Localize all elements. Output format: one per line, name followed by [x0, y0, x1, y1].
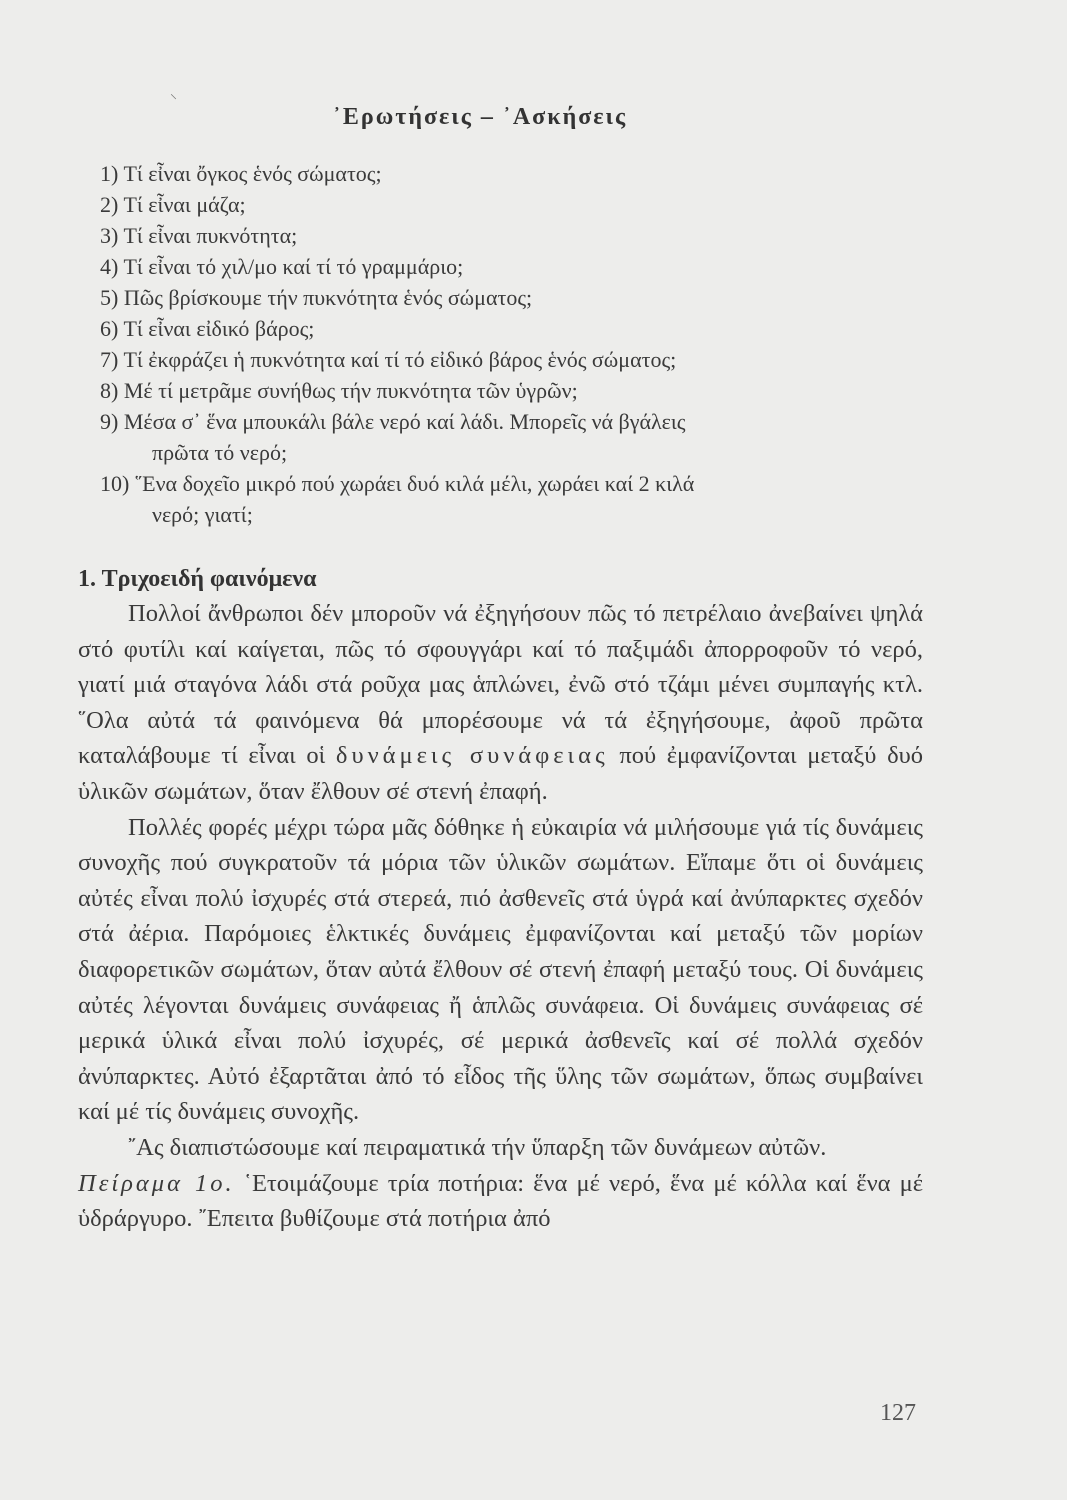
question-item: 3) Τί εἶναι πυκνότητα;: [100, 223, 298, 248]
question-item: 8) Μέ τί μετρᾶμε συνήθως τήν πυκνότητα τῶν ὑγρῶν;: [100, 378, 578, 403]
question-item: 9) Μέσα σ᾿ ἕνα μπουκάλι βάλε νερό καί λάδι. Μπορεῖς νά βγάλεις πρῶτα τό νερό;: [100, 409, 686, 465]
emphasis-spaced: δυνάμεις συνάφειας: [335, 742, 609, 770]
question-item: 6) Τί εἶναι εἰδικό βάρος;: [100, 316, 315, 341]
question-item: 7) Τί ἐκφράζει ἡ πυκνότητα καί τί τό εἰδικό βάρος ἑνός σώματος;: [100, 347, 677, 372]
paragraph: Πολλοί ἄνθρωποι δέν μποροῦν νά ἐξηγήσουν πῶς τό πετρέλαιο ἀνεβαίνει ψηλά στό φυτίλι καί καίγεται, πῶς τό σφουγγάρι καί τό παξιμάδι ἀπορροφοῦν τό νερό, γιατί μιά σταγόνα λάδι στά ροῦχα μας ἁπλώνει, ἐνῶ στό τζάμι μένει συμπαγής κτλ. ῞Ολα αὐτά τά φαινόμενα θά μπορέσουμε νά τά ἐξηγήσουμε, ἀφοῦ πρῶτα καταλάβουμε τί εἶναι οἱ δυνάμεις συνάφειας πού ἐμφανίζονται μεταξύ δυό ὑλικῶν σωμάτων, ὅταν ἔλθουν σέ στενή ἐπαφή.: [78, 600, 924, 805]
experiment-label: Πείραμα 1ο.: [78, 1169, 235, 1197]
question-item: 5) Πῶς βρίσκουμε τήν πυκνότητα ἑνός σώματος;: [100, 285, 533, 310]
experiment-paragraph: Πείραμα 1ο. ῾Ετοιμάζουμε τρία ποτήρια: ἕνα μέ νερό, ἕνα μέ κόλλα καί ἕνα μέ ὑδράργυρο. ῎Επειτα βυθίζουμε στά ποτήρια ἀπό: [78, 1169, 924, 1233]
paragraph: ῎Ας διαπιστώσουμε καί πειραματικά τήν ὕπαρξη τῶν δυνάμεων αὐτῶν.: [128, 1133, 827, 1161]
question-item: 4) Τί εἶναι τό χιλ/μο καί τί τό γραμμάριο;: [100, 254, 464, 279]
question-item: 10) ῞Ενα δοχεῖο μικρό πού χωράει δυό κιλά μέλι, χωράει καί 2 κιλά νερό; γιατί;: [100, 471, 695, 527]
section-body: [78, 596, 923, 1237]
page-number: 127: [880, 1400, 916, 1426]
ink-mark: ⸌: [170, 92, 177, 108]
question-item: 2) Τί εἶναι μάζα;: [100, 192, 246, 217]
section-title: 1. Τριχοειδή φαινόμενα: [78, 566, 317, 592]
question-item: 1) Τί εἶναι ὄγκος ἑνός σώματος;: [100, 161, 382, 186]
paragraph: Πολλές φορές μέχρι τώρα μᾶς δόθηκε ἡ εὐκαιρία νά μιλήσουμε γιά τίς δυνάμεις συνοχῆς πού συγκρατοῦν τά μόρια τῶν ὑλικῶν σωμάτων. Εἴπαμε ὅτι οἱ δυνάμεις αὐτές εἶναι πολύ ἰσχυρές στά στερεά, πιό ἀσθενεῖς στά ὑγρά καί ἀνύπαρκτες σχεδόν στά ἀέρια. Παρόμοιες ἑλκτικές δυνάμεις ἐμφανίζονται καί μεταξύ τῶν μορίων διαφορετικῶν σωμάτων, ὅταν αὐτά ἔλθουν σέ στενή ἐπαφή μεταξύ τους. Οἱ δυνάμεις αὐτές λέγονται δυνάμεις συνάφειας ἤ ἁπλῶς συνάφεια. Οἱ δυνάμεις συνάφειας σέ μερικά ὑλικά εἶναι πολύ ἰσχυρές, σέ μερικά ἀσθενεῖς καί σέ πολλά σχεδόν ἀνύπαρκτες. Αὐτό ἐξαρτᾶται ἀπό τό εἶδος τῆς ὕλης τῶν σωμάτων, ὅπως συμβαίνει καί μέ τίς δυνάμεις συνοχῆς.: [78, 813, 923, 1126]
exercises-heading: ᾿Ερωτήσεις – ᾿Ασκήσεις: [332, 104, 628, 130]
questions-list: [100, 158, 900, 530]
